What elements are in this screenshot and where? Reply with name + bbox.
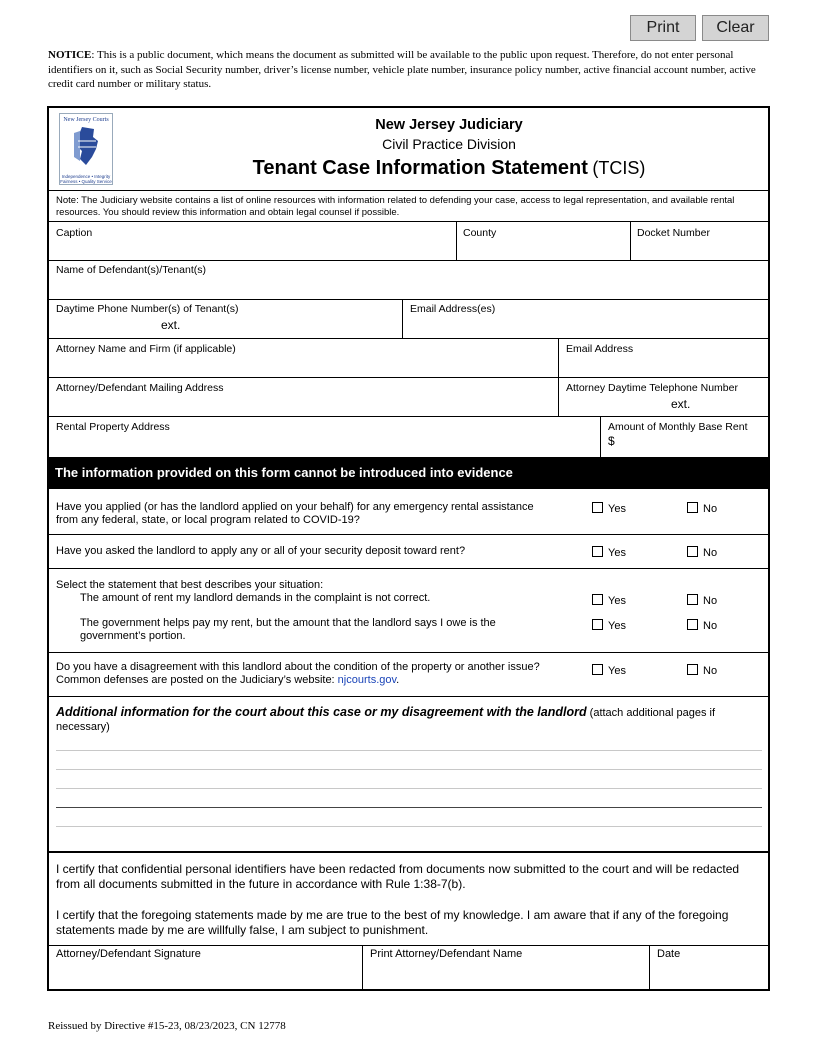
tenant-email-label: Email Address(es) bbox=[410, 303, 496, 315]
county-label: County bbox=[463, 227, 497, 239]
defendant-name-input[interactable] bbox=[56, 280, 761, 296]
county-input[interactable] bbox=[463, 242, 628, 258]
footer-directive: Reissued by Directive #15-23, 08/23/2023, CN 12778 bbox=[48, 1020, 286, 1032]
mailing-address-input[interactable] bbox=[56, 397, 551, 413]
tenant-phone-input[interactable] bbox=[56, 318, 156, 334]
question-rent-incorrect: The amount of rent my landlord demands in the complaint is not correct. bbox=[80, 592, 431, 604]
tenant-phone-ext-label: ext. bbox=[161, 318, 181, 332]
attorney-email-input[interactable] bbox=[566, 358, 762, 374]
note-text: Note: The Judiciary website contains a list of online resources with information related to defending your case, access to legal representation, and available rental resources. You should review this information and obtain legal counsel if possible. bbox=[56, 195, 735, 218]
nj-courts-logo: New Jersey Courts Independence • Integrity Fairness • Quality Service bbox=[59, 113, 113, 185]
q1-yes-checkbox[interactable]: Yes bbox=[592, 502, 626, 515]
attorney-name-input[interactable] bbox=[56, 358, 551, 374]
q1-no-checkbox[interactable]: No bbox=[687, 502, 717, 515]
caption-label: Caption bbox=[56, 227, 93, 239]
attorney-email-label: Email Address bbox=[566, 343, 634, 355]
q3b-no-checkbox[interactable]: No bbox=[687, 619, 717, 632]
q2-yes-checkbox[interactable]: Yes bbox=[592, 546, 626, 559]
additional-info-heading: Additional information for the court about this case or my disagreement with the landlord (attach additional pages if necessary) bbox=[56, 705, 716, 733]
date-input[interactable] bbox=[657, 964, 762, 984]
question-security-deposit: Have you asked the landlord to apply any or all of your security deposit toward rent? bbox=[56, 545, 466, 557]
tenant-email-input[interactable] bbox=[410, 318, 762, 334]
attorney-phone-ext-input[interactable] bbox=[694, 397, 760, 413]
clear-button[interactable]: Clear bbox=[702, 15, 769, 41]
print-name-input[interactable] bbox=[370, 964, 640, 984]
attorney-phone-input[interactable] bbox=[566, 397, 666, 413]
q2-no-checkbox[interactable]: No bbox=[687, 546, 717, 559]
currency-symbol: $ bbox=[608, 434, 615, 448]
docket-input[interactable] bbox=[637, 242, 762, 258]
tcis-form bbox=[47, 106, 770, 991]
notice-text: NOTICE: This is a public document, which means the document as submitted will be available to the public upon request. Therefore, do not enter personal identifiers on it, such as Social Security number, driver’s license number, vehicle plate number, insurance policy number, active financial account number, active credit card number or military status. bbox=[48, 49, 756, 90]
q3a-no-checkbox[interactable]: No bbox=[687, 594, 717, 607]
print-name-label: Print Attorney/Defendant Name bbox=[370, 948, 523, 960]
certification-redaction: I certify that confidential personal identifiers have been redacted from documents now submitted to the court and will be redacted from all documents submitted in the future in accordance with Rule 1:38-7(b). bbox=[56, 862, 740, 891]
rental-address-input[interactable] bbox=[56, 436, 591, 452]
defendant-name-label: Name of Defendant(s)/Tenant(s) bbox=[56, 264, 206, 276]
docket-label: Docket Number bbox=[637, 227, 710, 239]
q3b-yes-checkbox[interactable]: Yes bbox=[592, 619, 626, 632]
question-disagreement: Do you have a disagreement with this landlord about the condition of the property or another issue? Common defenses are posted on the Judiciary’s website: njcourts.gov. bbox=[56, 661, 540, 686]
rental-address-label: Rental Property Address bbox=[56, 421, 170, 433]
additional-info-textarea[interactable] bbox=[56, 740, 762, 850]
question-emergency-assistance: Have you applied (or has the landlord applied on your behalf) for any emergency rental assistance from any federal, state, or local program related to COVID-19? bbox=[56, 501, 534, 526]
attorney-name-label: Attorney Name and Firm (if applicable) bbox=[56, 343, 236, 355]
caption-input[interactable] bbox=[56, 242, 454, 258]
tenant-phone-ext-input[interactable] bbox=[185, 318, 395, 334]
question-situation-intro: Select the statement that best describes your situation: bbox=[56, 579, 324, 591]
print-button[interactable]: Print bbox=[630, 15, 696, 41]
mailing-address-label: Attorney/Defendant Mailing Address bbox=[56, 382, 224, 394]
signature-input[interactable] bbox=[56, 964, 356, 984]
page-title: Tenant Case Information Statement (TCIS) bbox=[252, 157, 646, 179]
attorney-phone-label: Attorney Daytime Telephone Number bbox=[566, 382, 738, 394]
division-name: Civil Practice Division bbox=[382, 136, 516, 152]
attorney-phone-ext-label: ext. bbox=[671, 397, 691, 411]
date-label: Date bbox=[657, 948, 681, 960]
q3a-yes-checkbox[interactable]: Yes bbox=[592, 594, 626, 607]
org-name: New Jersey Judiciary bbox=[375, 117, 523, 133]
signature-label: Attorney/Defendant Signature bbox=[56, 948, 201, 960]
q4-yes-checkbox[interactable]: Yes bbox=[592, 664, 626, 677]
certification-truth: I certify that the foregoing statements made by me are true to the best of my knowledge. I am aware that if any of the foregoing statements made by me are willfully false, I am subject to punishment. bbox=[56, 908, 729, 937]
question-government-portion: The government helps pay my rent, but the amount that the landlord says I owe is the government’s portion. bbox=[80, 617, 496, 642]
nj-state-icon bbox=[60, 123, 112, 169]
q4-no-checkbox[interactable]: No bbox=[687, 664, 717, 677]
tenant-phone-label: Daytime Phone Number(s) of Tenant(s) bbox=[56, 303, 239, 315]
evidence-banner: The information provided on this form cannot be introduced into evidence bbox=[49, 457, 768, 489]
base-rent-input[interactable] bbox=[620, 436, 762, 452]
njcourts-link[interactable]: njcourts.gov bbox=[337, 674, 397, 686]
base-rent-label: Amount of Monthly Base Rent bbox=[608, 421, 748, 433]
